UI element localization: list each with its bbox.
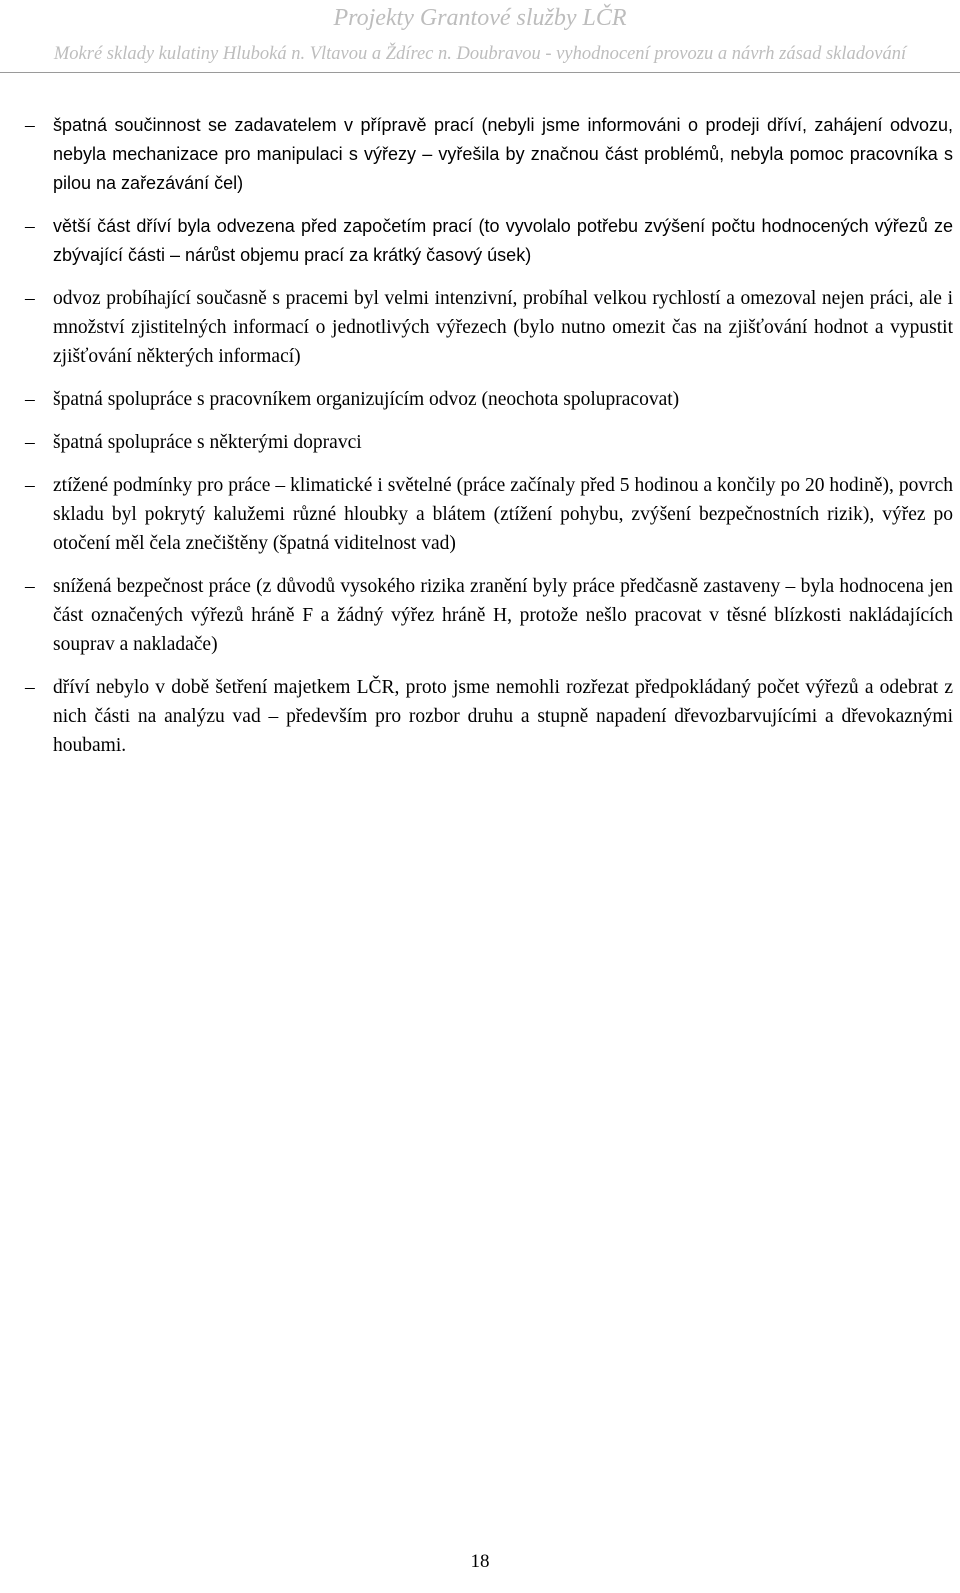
list-item: [0, 111, 960, 198]
list-item-text: ztížené podmínky pro práce – klimatické i světelné (práce začínaly před 5 hodinou a končily po 20 hodině), povrch skladu byl pokrytý kalužemi různé hloubky a blátem (ztížení pohybu, zvýšení bezpečnostních rizik), výřez po otočení měl čela znečištěny (špatná viditelnost vad): [53, 475, 953, 554]
list-item: [0, 428, 960, 457]
page-number: 18: [470, 1551, 490, 1572]
list-dash: –: [25, 475, 35, 496]
list-item-text: odvoz probíhající současně s pracemi byl velmi intenzivní, probíhal velkou rychlostí a omezoval nejen práci, ale i množství zjistitelných informací o jednotlivých výřezech (bylo nutno omezit čas na zjišťování hodnot a vypustit zjišťování některých informací): [53, 288, 953, 367]
list-item: [0, 284, 960, 371]
list-dash: –: [25, 216, 35, 237]
list-dash: –: [25, 288, 35, 309]
list-item: [0, 385, 960, 414]
list-item-text: dříví nebylo v době šetření majetkem LČR, proto jsme nemohli rozřezat předpokládaný počet výřezů a odebrat z nich části na analýzu vad – především pro rozbor druhu a stupně napadení dřevozbarvujícími a dřevokaznými houbami.: [53, 677, 953, 756]
list-item-text: snížená bezpečnost práce (z důvodů vysokého rizika zranění byly práce předčasně zastaveny – byla hodnocena jen část označených výřezů hráně F a žádný výřez hráně H, protože nešlo pracovat v těsné blízkosti nakládajících souprav a nakladače): [53, 576, 953, 655]
list-dash: –: [25, 115, 35, 136]
header-title: Projekty Grantové služby LČR: [333, 5, 627, 31]
list-dash: –: [25, 432, 35, 453]
header-divider: [0, 72, 960, 73]
list-item: [0, 572, 960, 659]
list-item-text: špatná součinnost se zadavatelem v přípravě prací (nebyli jsme informováni o prodeji dříví, zahájení odvozu, nebyla mechanizace pro manipulaci s výřezy – vyřešila by značnou část problémů, nebyla pomoc pracovníka s pilou na zařezávání čel): [53, 115, 953, 193]
list-item: [0, 673, 960, 760]
list-item-text: větší část dříví byla odvezena před započetím prací (to vyvolalo potřebu zvýšení počtu hodnocených výřezů ze zbývající části – nárůst objemu prací za krátký časový úsek): [53, 216, 953, 265]
list-dash: –: [25, 576, 35, 597]
list-item-text: špatná spolupráce s některými dopravci: [53, 432, 362, 453]
problem-list: [0, 111, 960, 774]
list-item-text: špatná spolupráce s pracovníkem organizujícím odvoz (neochota spolupracovat): [53, 389, 680, 410]
list-item: [0, 212, 960, 270]
header-subtitle: Mokré sklady kulatiny Hluboká n. Vltavou a Ždírec n. Doubravou - vyhodnocení provozu a návrh zásad skladování: [53, 44, 907, 64]
list-dash: –: [25, 677, 35, 698]
list-dash: –: [25, 389, 35, 410]
list-item: [0, 471, 960, 558]
